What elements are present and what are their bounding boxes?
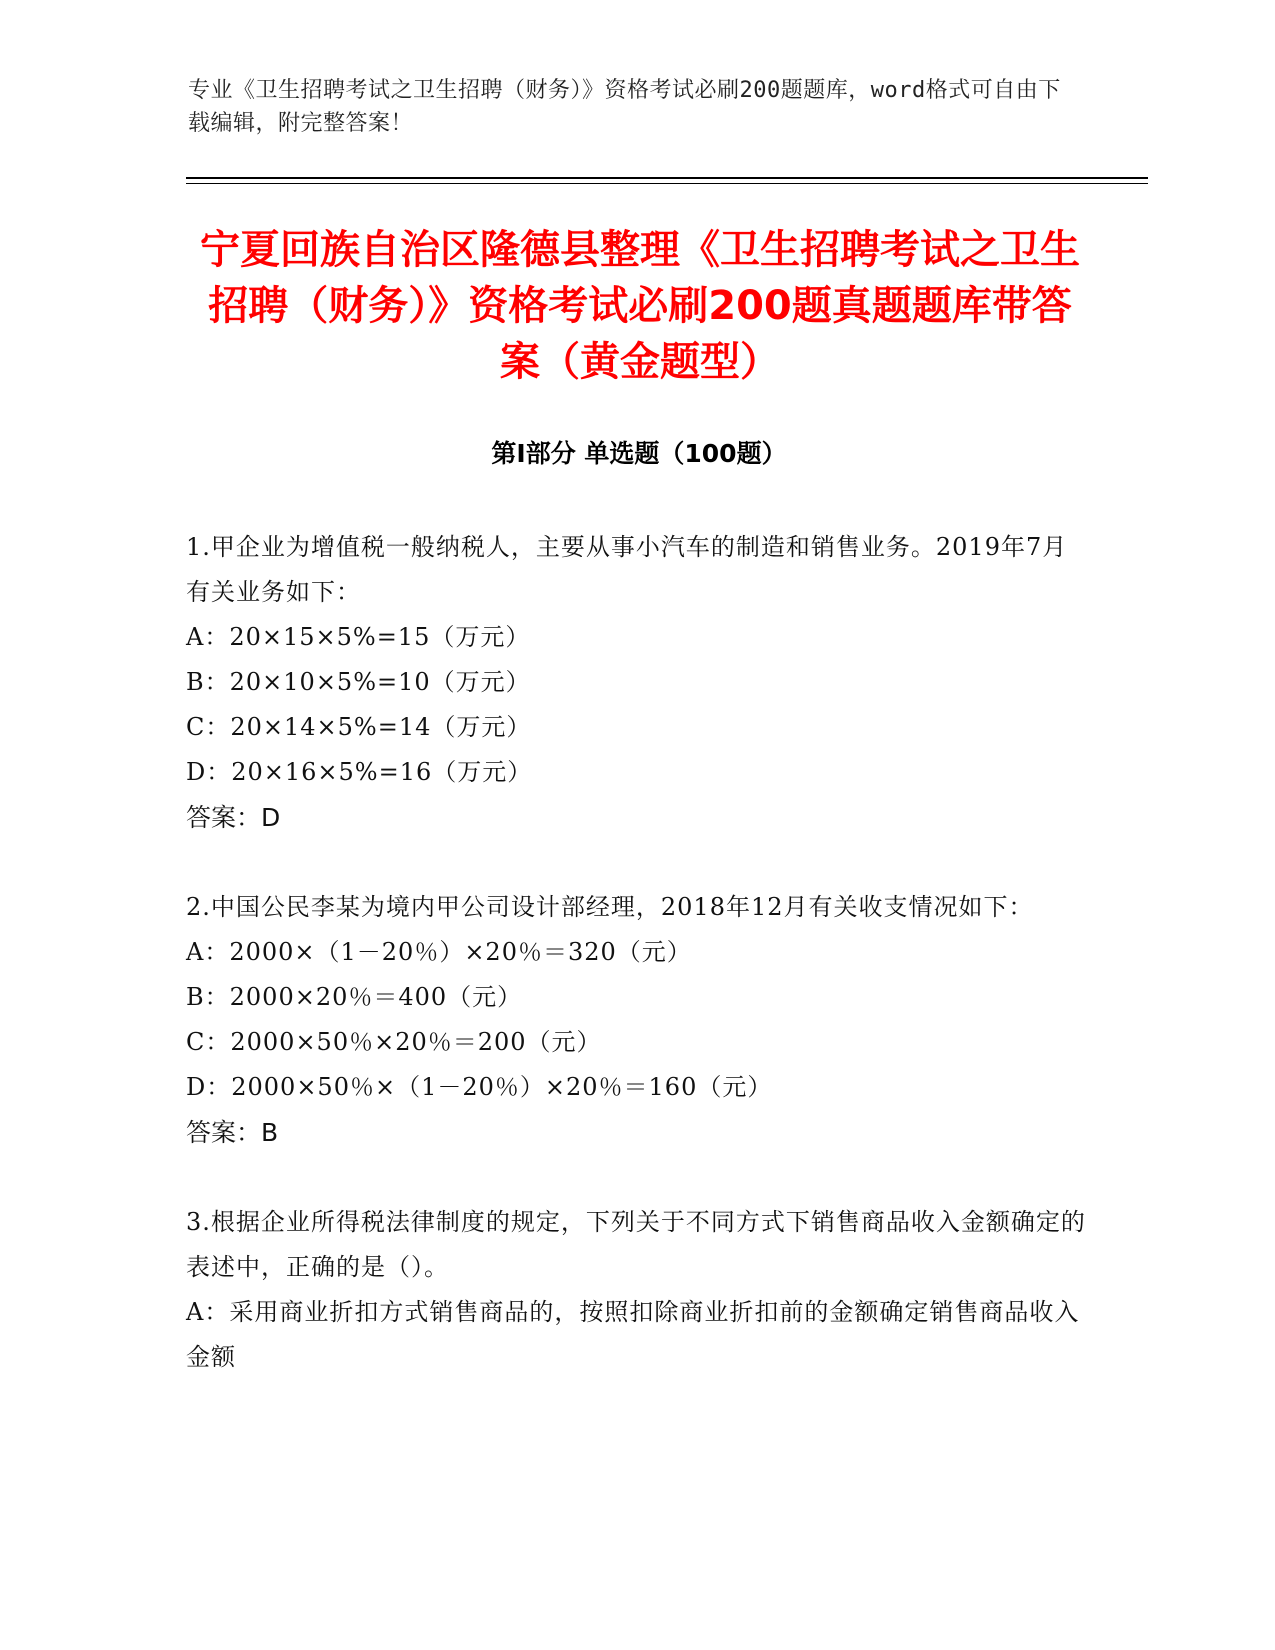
document-title: 宁夏回族自治区隆德县整理《卫生招聘考试之卫生招聘（财务）》资格考试必刷200题真题题库带答案（黄金题型） <box>200 227 1080 385</box>
header-divider-thick <box>186 177 1148 179</box>
question-item <box>186 885 1086 1155</box>
answer-option: A：20×15×5%=15（万元） <box>186 623 531 651</box>
answer-key: 答案：D <box>186 803 281 832</box>
answer-key: 答案：B <box>186 1118 279 1147</box>
question-item <box>186 1200 1086 1380</box>
answer-option: B：20×10×5%=10（万元） <box>186 668 531 696</box>
header-note: 专业《卫生招聘考试之卫生招聘（财务）》资格考试必刷200题题库，word格式可自由下载编辑，附完整答案！ <box>188 78 1061 136</box>
header-divider-thin <box>186 183 1148 184</box>
question-item <box>186 525 1086 840</box>
answer-option: C：20×14×5%=14（万元） <box>186 713 532 741</box>
question-stem: 2.中国公民李某为境内甲公司设计部经理，2018年12月有关收支情况如下： <box>186 893 1034 921</box>
answer-option: D：20×16×5%=16（万元） <box>186 758 533 786</box>
question-stem: 1.甲企业为增值税一般纳税人，主要从事小汽车的制造和销售业务。2019年7月有关业务如下： <box>186 533 1068 606</box>
answer-option: C：2000×50％×20％＝200（元） <box>186 1028 602 1056</box>
section-heading: 第Ⅰ部分 单选题（100题） <box>491 439 787 468</box>
answer-option: A：采用商业折扣方式销售商品的，按照扣除商业折扣前的金额确定销售商品收入金额 <box>186 1298 1080 1371</box>
answer-option: D：2000×50％×（1－20％）×20％＝160（元） <box>186 1073 773 1101</box>
question-stem: 3.根据企业所得税法律制度的规定，下列关于不同方式下销售商品收入金额确定的表述中，正确的是（）。 <box>186 1208 1086 1281</box>
question-list <box>186 525 1086 1425</box>
answer-option: A：2000×（1－20％）×20％＝320（元） <box>186 938 692 966</box>
answer-option: B：2000×20％＝400（元） <box>186 983 523 1011</box>
